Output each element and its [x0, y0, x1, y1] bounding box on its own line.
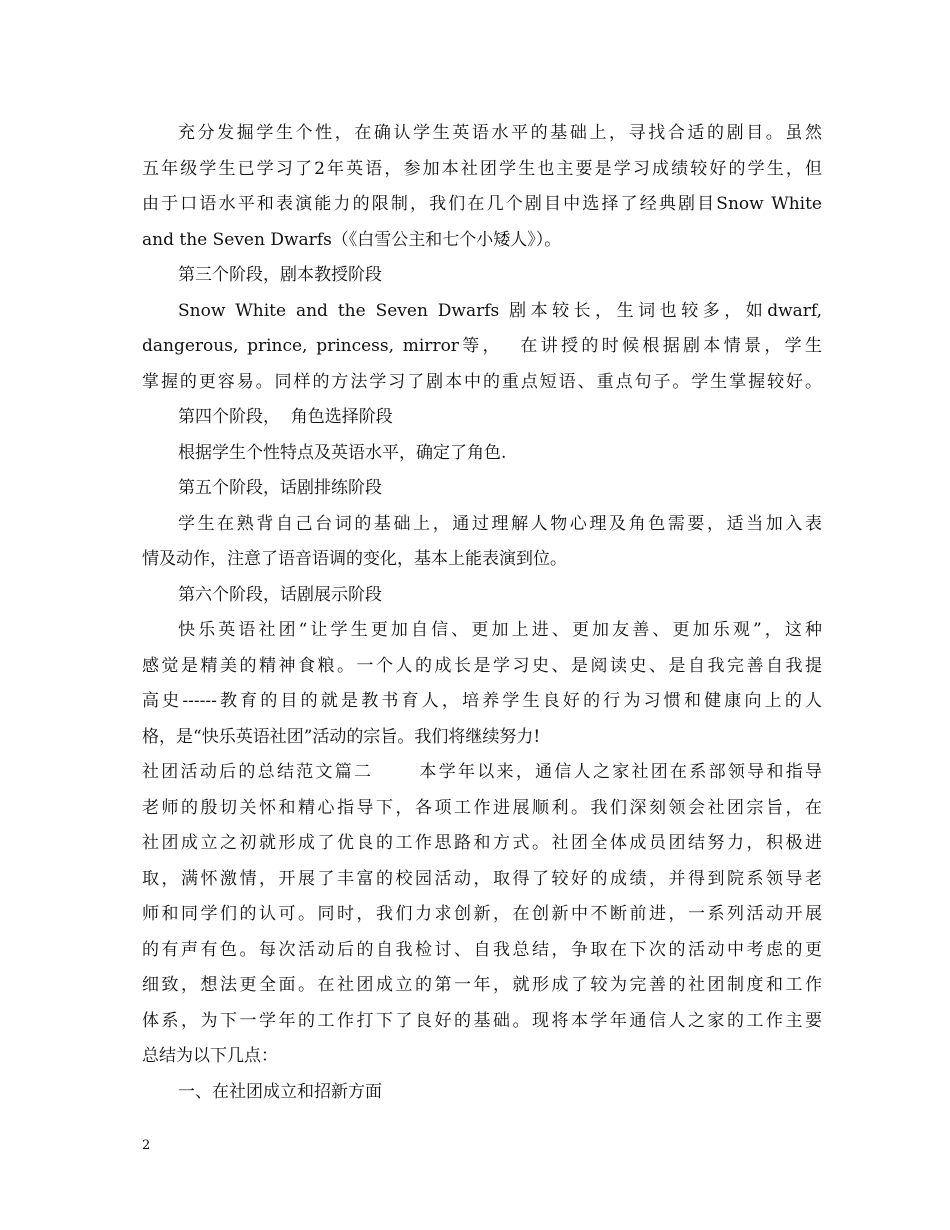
paragraph-line: 情及动作，注意了语音语调的变化，基本上能表演到位。	[142, 549, 567, 569]
paragraph-line: 取，满怀激情，开展了丰富的校园活动，取得了较好的成绩，并得到院系领导老	[142, 868, 822, 889]
paragraph-line: 高史------教育的目的就是教书育人，培养学生良好的行为习惯和健康向上的人	[142, 691, 822, 711]
paragraph-line: 学生在熟背自己台词的基础上，通过理解人物心理及角色需要，适当加入表	[178, 513, 822, 534]
section-heading: 一、在社团成立和招新方面	[178, 1081, 382, 1102]
paragraph-line: 充分发掘学生个性，在确认学生英语水平的基础上，寻找合适的剧目。虽然	[178, 123, 822, 143]
paragraph-line: 老师的殷切关怀和精心指导下，各项工作进展顺利。我们深刻领会社团宗旨，在	[142, 797, 822, 818]
paragraph-line: Snow White and the Seven Dwarfs 剧本较长，生词也较多，如dwarf,	[178, 300, 822, 321]
section-heading: 第三个阶段，剧本教授阶段	[178, 265, 382, 285]
paragraph-line: 细致，想法更全面。在社团成立的第一年，就形成了较为完善的社团制度和工作	[142, 975, 822, 995]
paragraph-line: 快乐英语社团“让学生更加自信、更加上进、更加友善、更加乐观”，这种	[178, 620, 822, 640]
paragraph-line: 由于口语水平和表演能力的限制，我们在几个剧目中选择了经典剧目Snow White	[142, 194, 822, 214]
section-heading: 第四个阶段， 角色选择阶段	[178, 407, 393, 427]
paragraph-line: 五年级学生已学习了2年英语，参加本社团学生也主要是学习成绩较好的学生，但	[142, 158, 822, 179]
paragraph-line: 师和同学们的认可。同时，我们力求创新，在创新中不断前进，一系列活动开展	[142, 904, 822, 924]
paragraph-line: 总结为以下几点：	[142, 1046, 278, 1066]
paragraph-line: 体系，为下一学年的工作打下了良好的基础。现将本学年通信人之家的工作主要	[142, 1010, 822, 1031]
paragraph-line: 根据学生个性特点及英语水平，确定了角色.	[178, 442, 507, 463]
section-heading: 第五个阶段，话剧排练阶段	[178, 478, 382, 498]
paragraph-line: 社团成立之初就形成了优良的工作思路和方式。社团全体成员团结努力，积极进	[142, 833, 822, 853]
paragraph-line: and the Seven Dwarfs（《白雪公主和七个小矮人》）。	[142, 229, 562, 250]
paragraph-line: 掌握的更容易。同样的方法学习了剧本中的重点短语、重点句子。学生掌握较好。	[142, 371, 822, 392]
paragraph-line: 社团活动后的总结范文篇二 本学年以来，通信人之家社团在系部领导和指导	[142, 762, 822, 782]
paragraph-line: 感觉是精美的精神食粮。一个人的成长是学习史、是阅读史、是自我完善自我提	[142, 655, 822, 676]
section-heading: 第六个阶段，话剧展示阶段	[178, 584, 382, 605]
paragraph-line: dangerous, prince, princess, mirror等， 在讲授的时候根据剧本情景，学生	[142, 336, 822, 356]
paragraph-line: 的有声有色。每次活动后的自我检讨、自我总结，争取在下次的活动中考虑的更	[142, 939, 822, 960]
document-body	[142, 116, 822, 1110]
page-number: 2	[142, 1138, 151, 1153]
paragraph-line: 格，是“快乐英语社团”活动的宗旨。我们将继续努力!	[142, 726, 541, 747]
